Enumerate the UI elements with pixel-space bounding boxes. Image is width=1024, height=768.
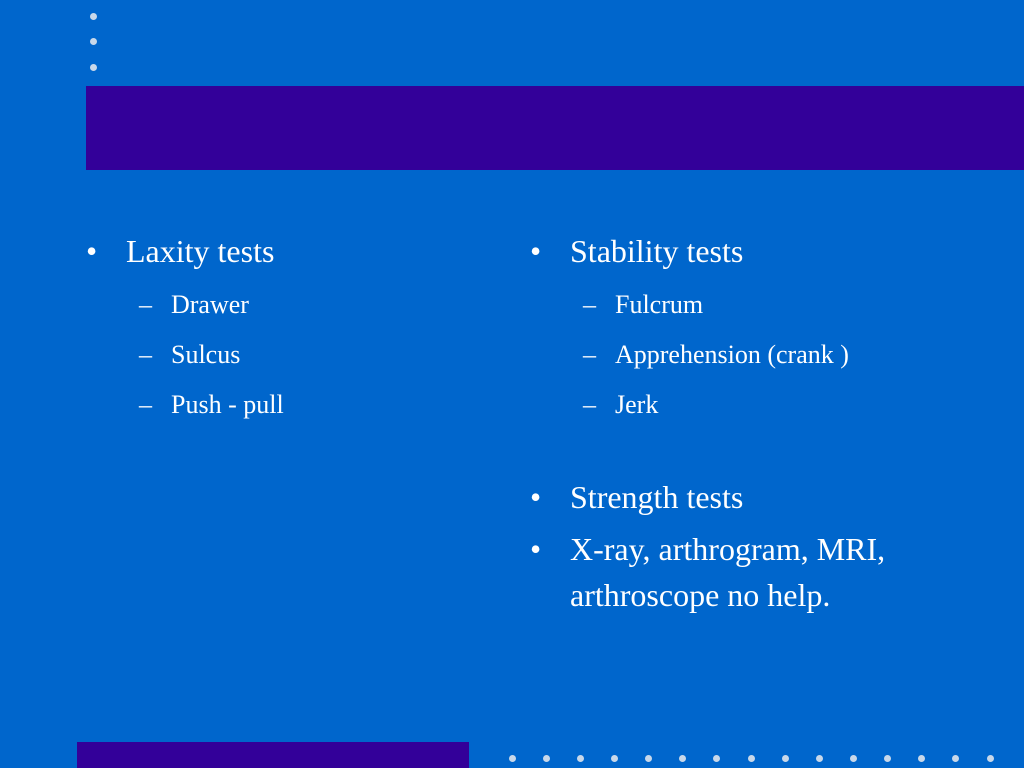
sub-bullet-item — [86, 380, 486, 430]
decorative-dot — [90, 38, 97, 45]
sub-bullet-text: Push - pull — [171, 390, 284, 419]
decorative-dot — [952, 755, 959, 762]
decorative-dot — [90, 13, 97, 20]
bullet-marker: • — [530, 233, 542, 269]
decorative-dot — [679, 755, 686, 762]
left-column — [86, 228, 486, 430]
bullet-text: Strength tests — [570, 479, 744, 515]
decorative-dot — [543, 755, 550, 762]
bullet-item — [530, 228, 970, 274]
decorative-dot — [782, 755, 789, 762]
decorative-dot — [816, 755, 823, 762]
sub-bullet-text: Drawer — [171, 290, 249, 319]
dash-marker: – — [139, 390, 152, 419]
sub-bullet-item — [530, 330, 970, 380]
bullet-marker: • — [530, 531, 542, 567]
decorative-dot — [918, 755, 925, 762]
decorative-dot — [611, 755, 618, 762]
dash-marker: – — [583, 290, 596, 319]
dash-marker: – — [139, 340, 152, 369]
decorative-dot — [850, 755, 857, 762]
decorative-dot — [509, 755, 516, 762]
bullet-text: Stability tests — [570, 233, 744, 269]
sub-bullet-text: Jerk — [615, 390, 659, 419]
title-bar — [86, 86, 1024, 170]
sub-bullet-text: Apprehension (crank ) — [615, 340, 849, 369]
decorative-dot — [748, 755, 755, 762]
dash-marker: – — [139, 290, 152, 319]
spacer — [530, 430, 970, 474]
sub-bullet-text: Sulcus — [171, 340, 241, 369]
decorative-dot — [577, 755, 584, 762]
dash-marker: – — [583, 390, 596, 419]
sub-bullet-item — [530, 280, 970, 330]
sub-bullet-item — [86, 280, 486, 330]
sub-bullet-item — [86, 330, 486, 380]
bullet-marker: • — [86, 233, 98, 269]
dash-marker: – — [583, 340, 596, 369]
decorative-dot — [713, 755, 720, 762]
bullet-marker: • — [530, 479, 542, 515]
decorative-dot — [884, 755, 891, 762]
decorative-dot — [987, 755, 994, 762]
sub-bullet-text: Fulcrum — [615, 290, 704, 319]
bullet-item — [530, 526, 910, 618]
bullet-text: Laxity tests — [126, 233, 275, 269]
bullet-item — [530, 474, 970, 520]
bullet-item — [86, 228, 486, 274]
footer-bar — [77, 742, 469, 768]
right-column — [530, 228, 970, 624]
decorative-dot — [90, 64, 97, 71]
decorative-dot — [645, 755, 652, 762]
sub-bullet-item — [530, 380, 970, 430]
bullet-text: X-ray, arthrogram, MRI, arthroscope no help. — [570, 531, 886, 613]
